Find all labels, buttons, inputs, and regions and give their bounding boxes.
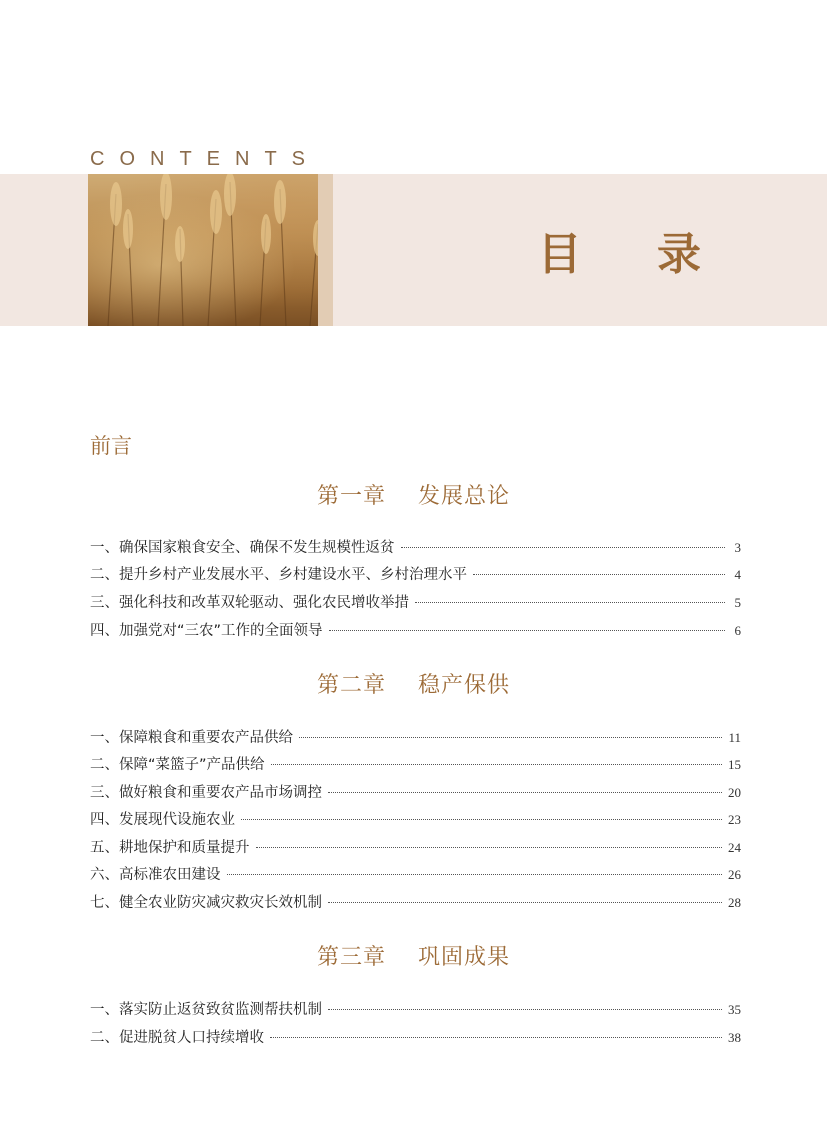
toc-entry-page: 3 xyxy=(734,540,741,555)
dot-leader xyxy=(299,737,722,738)
toc-entry-title: 一、落实防止返贫致贫监测帮扶机制 xyxy=(90,1002,322,1018)
toc-entry[interactable] xyxy=(90,619,741,639)
toc-entry[interactable] xyxy=(90,563,741,583)
toc-entry-title: 六、高标准农田建设 xyxy=(90,867,221,883)
chapter-number: 第三章 xyxy=(316,945,386,970)
contents-label: CONTENTS xyxy=(90,148,320,170)
dot-leader xyxy=(227,874,723,875)
toc-entry[interactable] xyxy=(90,836,741,856)
toc-entry-title: 七、健全农业防灾减灾救灾长效机制 xyxy=(90,895,322,911)
toc-entry-title: 二、提升乡村产业发展水平、乡村建设水平、乡村治理水平 xyxy=(90,567,467,583)
toc-entry-page: 35 xyxy=(728,1002,741,1017)
chapter-heading-1[interactable] xyxy=(0,479,827,510)
toc-entry-title: 二、促进脱贫人口持续增收 xyxy=(90,1030,264,1046)
wheat-field-image xyxy=(88,174,333,326)
chapter-heading-2[interactable] xyxy=(0,668,827,699)
toc-preface[interactable]: 前言 xyxy=(90,434,132,458)
toc-entry[interactable] xyxy=(90,863,741,883)
dot-leader xyxy=(329,630,725,631)
toc-entry[interactable] xyxy=(90,536,741,556)
toc-entry-page: 26 xyxy=(728,867,741,882)
toc-entry-page: 38 xyxy=(728,1030,741,1045)
toc-entry-title: 三、强化科技和改革双轮驱动、强化农民增收举措 xyxy=(90,595,409,611)
toc-entry-page: 28 xyxy=(728,895,741,910)
chapter-number: 第二章 xyxy=(316,673,386,698)
dot-leader xyxy=(401,547,726,548)
toc-entry-page: 23 xyxy=(728,812,741,827)
toc-entry-title: 三、做好粮食和重要农产品市场调控 xyxy=(90,785,322,801)
toc-entry-page: 20 xyxy=(728,785,741,800)
toc-entry-title: 一、保障粮食和重要农产品供给 xyxy=(90,730,293,746)
toc-entry-title: 四、加强党对“三农”工作的全面领导 xyxy=(90,623,323,639)
chapter-title: 巩固成果 xyxy=(418,945,511,970)
page-title: 目 录 xyxy=(537,229,731,280)
dot-leader xyxy=(328,902,722,903)
toc-entry-title: 一、确保国家粮食安全、确保不发生规模性返贫 xyxy=(90,540,395,556)
dot-leader xyxy=(241,819,722,820)
toc-entry-page: 5 xyxy=(734,595,741,610)
toc-entry[interactable] xyxy=(90,808,741,828)
chapter-number: 第一章 xyxy=(316,484,386,509)
banner-accent-strip xyxy=(318,174,333,326)
toc-entry-page: 6 xyxy=(734,623,741,638)
toc-entry[interactable] xyxy=(90,753,741,773)
toc-entry[interactable] xyxy=(90,998,741,1018)
chapter-title: 发展总论 xyxy=(418,484,511,509)
dot-leader xyxy=(328,1009,722,1010)
toc-entry-title: 五、耕地保护和质量提升 xyxy=(90,840,250,856)
dot-leader xyxy=(271,764,722,765)
toc-entry-page: 15 xyxy=(728,757,741,772)
toc-entry[interactable] xyxy=(90,781,741,801)
toc-entry[interactable] xyxy=(90,891,741,911)
toc-entry-page: 11 xyxy=(728,730,741,745)
chapter-title: 稳产保供 xyxy=(418,673,511,698)
dot-leader xyxy=(415,602,725,603)
chapter-heading-3[interactable] xyxy=(0,940,827,971)
dot-leader xyxy=(270,1037,722,1038)
toc-entry-title: 二、保障“菜篮子”产品供给 xyxy=(90,757,265,773)
toc-entry[interactable] xyxy=(90,726,741,746)
dot-leader xyxy=(256,847,723,848)
toc-entry-page: 24 xyxy=(728,840,741,855)
toc-entry-title: 四、发展现代设施农业 xyxy=(90,812,235,828)
dot-leader xyxy=(473,574,725,575)
toc-entry[interactable] xyxy=(90,591,741,611)
toc-entry-page: 4 xyxy=(734,567,741,582)
dot-leader xyxy=(328,792,722,793)
toc-entry[interactable] xyxy=(90,1026,741,1046)
